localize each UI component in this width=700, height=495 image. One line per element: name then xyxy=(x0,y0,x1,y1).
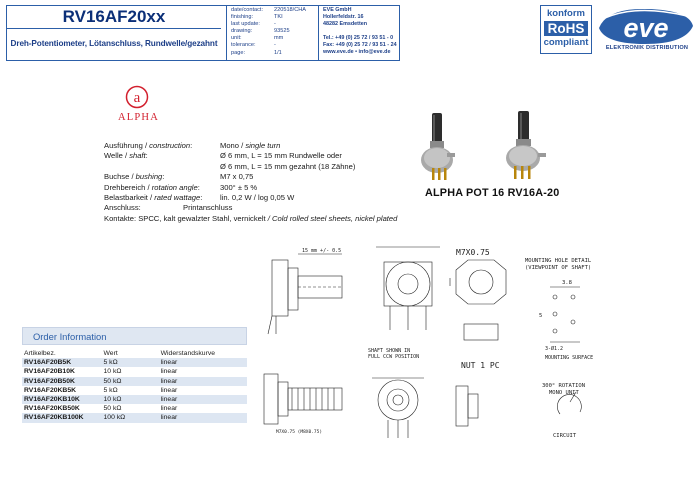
meta-row: finishing: TKI xyxy=(231,14,283,21)
col-value: Wert xyxy=(102,349,159,358)
rohs-badge xyxy=(540,5,592,54)
address-line: www.eve.de • info@eve.de xyxy=(323,49,391,56)
curve-cell: linear xyxy=(159,395,247,404)
spec-row: Anschluss: Printanschluss xyxy=(104,203,233,213)
shaft-note-1: SHAFT SHOWN IN xyxy=(368,348,411,354)
value-cell: 10 kΩ xyxy=(102,367,159,376)
eve-logo-mark xyxy=(597,6,695,46)
curve-cell: linear xyxy=(159,404,247,413)
table-row xyxy=(22,358,247,367)
address-line: Fax: +49 (0) 25 72 / 93 51 - 24 xyxy=(323,42,397,49)
article-cell: RV16AF20KB10K xyxy=(22,395,102,404)
technical-drawings xyxy=(250,242,622,442)
curve-cell: linear xyxy=(159,377,247,386)
rotation-label: 300° ROTATION xyxy=(542,383,586,389)
article-cell: RV16AF20KB50K xyxy=(22,404,102,413)
table-row xyxy=(22,377,247,386)
value-cell: 100 kΩ xyxy=(102,413,159,422)
curve-cell: linear xyxy=(159,413,247,422)
nut-label: NUT 1 PC xyxy=(461,361,500,370)
value-cell: 50 kΩ xyxy=(102,404,159,413)
order-table xyxy=(22,349,247,423)
curve-cell: linear xyxy=(159,358,247,367)
alpha-logo-icon xyxy=(125,85,149,109)
meta-row: unit: mm xyxy=(231,35,284,42)
nut-side-drawing xyxy=(456,386,478,426)
dim-15mm: 15 mm +/- 0.5 xyxy=(302,248,342,254)
side-view-drawing xyxy=(268,248,342,334)
article-cell: RV16AF20B5K xyxy=(22,358,102,367)
value-cell: 5 kΩ xyxy=(102,358,159,367)
product-caption: ALPHA POT 16 RV16A-20 xyxy=(425,187,560,199)
alpha-logo-text: ALPHA xyxy=(118,112,160,123)
curve-cell: linear xyxy=(159,367,247,376)
order-info-heading: Order Information xyxy=(22,327,247,345)
curve-cell: linear xyxy=(159,386,247,395)
eve-gmbh: GmbH xyxy=(682,38,697,44)
lower-side-drawing xyxy=(264,374,342,435)
specifications xyxy=(104,141,397,224)
dim-5: 5 xyxy=(539,313,543,319)
eve-subtitle: ELEKTRONIK DISTRIBUTION xyxy=(605,45,689,51)
col-curve: Widerstandskurve xyxy=(159,349,247,358)
meta-row: tolerance: - xyxy=(231,42,276,49)
mounting-surface-label: MOUNTING SURFACE xyxy=(545,355,594,361)
rotation-sub: MONO UNIT xyxy=(549,390,579,396)
table-row xyxy=(22,395,247,404)
dim-phi: 3-Ø1.2 xyxy=(545,346,564,352)
table-row xyxy=(22,367,247,376)
rohs-compliant: compliant xyxy=(543,37,589,48)
spec-row: Buchse / bushing: M7 x 0,75 xyxy=(104,172,254,182)
document-subtitle: Dreh-Potentiometer, Lötanschluss, Rundwelle/gezahnt xyxy=(10,39,218,48)
eve-wordmark: eve xyxy=(623,13,669,43)
address-line: Tel.: +49 (0) 25 72 / 93 51 - 0 xyxy=(323,35,394,42)
article-cell: RV16AF20B50K xyxy=(22,377,102,386)
spec-row: Welle / shaft: Ø 6 mm, L = 15 mm Rundwelle oder xyxy=(104,151,342,161)
mounting-hole-label: MOUNTING HOLE DETAIL xyxy=(525,258,592,264)
address-line: Hollerfeldstr. 16 xyxy=(323,14,364,21)
header-meta xyxy=(231,7,317,57)
table-row xyxy=(22,404,247,413)
meta-row: page: 1/1 xyxy=(231,49,282,56)
value-cell: 5 kΩ xyxy=(102,386,159,395)
alpha-symbol: a xyxy=(133,90,141,106)
table-row xyxy=(22,386,247,395)
spec-row: Belastbarkeit / rated wattage: lin. 0,2 W / log 0,05 W xyxy=(104,193,295,203)
nut-drawing xyxy=(450,248,506,370)
meta-row: date/contact: 220518/CHA xyxy=(231,7,307,13)
company-address xyxy=(323,7,399,57)
dim-3-8: 3.8 xyxy=(562,280,572,286)
shaft-note-2: FULL CCW POSITION xyxy=(368,354,420,360)
address-line: 48282 Emsdetten xyxy=(323,21,368,28)
table-row xyxy=(22,413,247,422)
mounting-hole-sub: (VIEWPOINT OF SHAFT) xyxy=(525,265,592,271)
thread-label: M7X0.75 xyxy=(456,248,490,257)
order-header-row xyxy=(22,349,247,358)
article-cell: RV16AF20KB100K xyxy=(22,413,102,422)
circuit-drawing xyxy=(542,383,585,439)
header-divider-2 xyxy=(318,5,319,61)
meta-row: last update: - xyxy=(231,21,276,28)
spec-row: Kontakte: SPCC, kalt gewalzter Stahl, vernickelt / Cold rolled steel sheets, nickel plated xyxy=(104,213,398,223)
spec-row: Ø 6 mm, L = 15 mm gezahnt (18 Zähne) xyxy=(220,161,356,171)
rohs-label: RoHS xyxy=(544,21,588,36)
address-line xyxy=(323,28,399,35)
value-cell: 50 kΩ xyxy=(102,377,159,386)
document-title: RV16AF20xx xyxy=(7,6,221,29)
rohs-konform: konform xyxy=(547,8,585,19)
header-divider-1 xyxy=(226,5,227,61)
m7-label: M7X0.75 (M8X0.75) xyxy=(276,430,323,435)
value-cell: 10 kΩ xyxy=(102,395,159,404)
spec-row: Drehbereich / rotation angle: 300° ± 5 % xyxy=(104,182,258,192)
address-line: EVE GmbH xyxy=(323,7,352,13)
col-article: Artikelbez. xyxy=(22,349,102,358)
lower-front-drawing xyxy=(368,348,424,438)
spec-row: Ausführung / construction: Mono / single turn xyxy=(104,141,281,150)
front-view-drawing xyxy=(376,247,440,330)
article-cell: RV16AF20KB5K xyxy=(22,386,102,395)
product-photo xyxy=(420,108,580,183)
meta-row: drawing: 93525 xyxy=(231,28,290,35)
circuit-label: CIRCUIT xyxy=(553,433,577,439)
mounting-hole-drawing xyxy=(525,258,593,361)
article-cell: RV16AF20B10K xyxy=(22,367,102,376)
